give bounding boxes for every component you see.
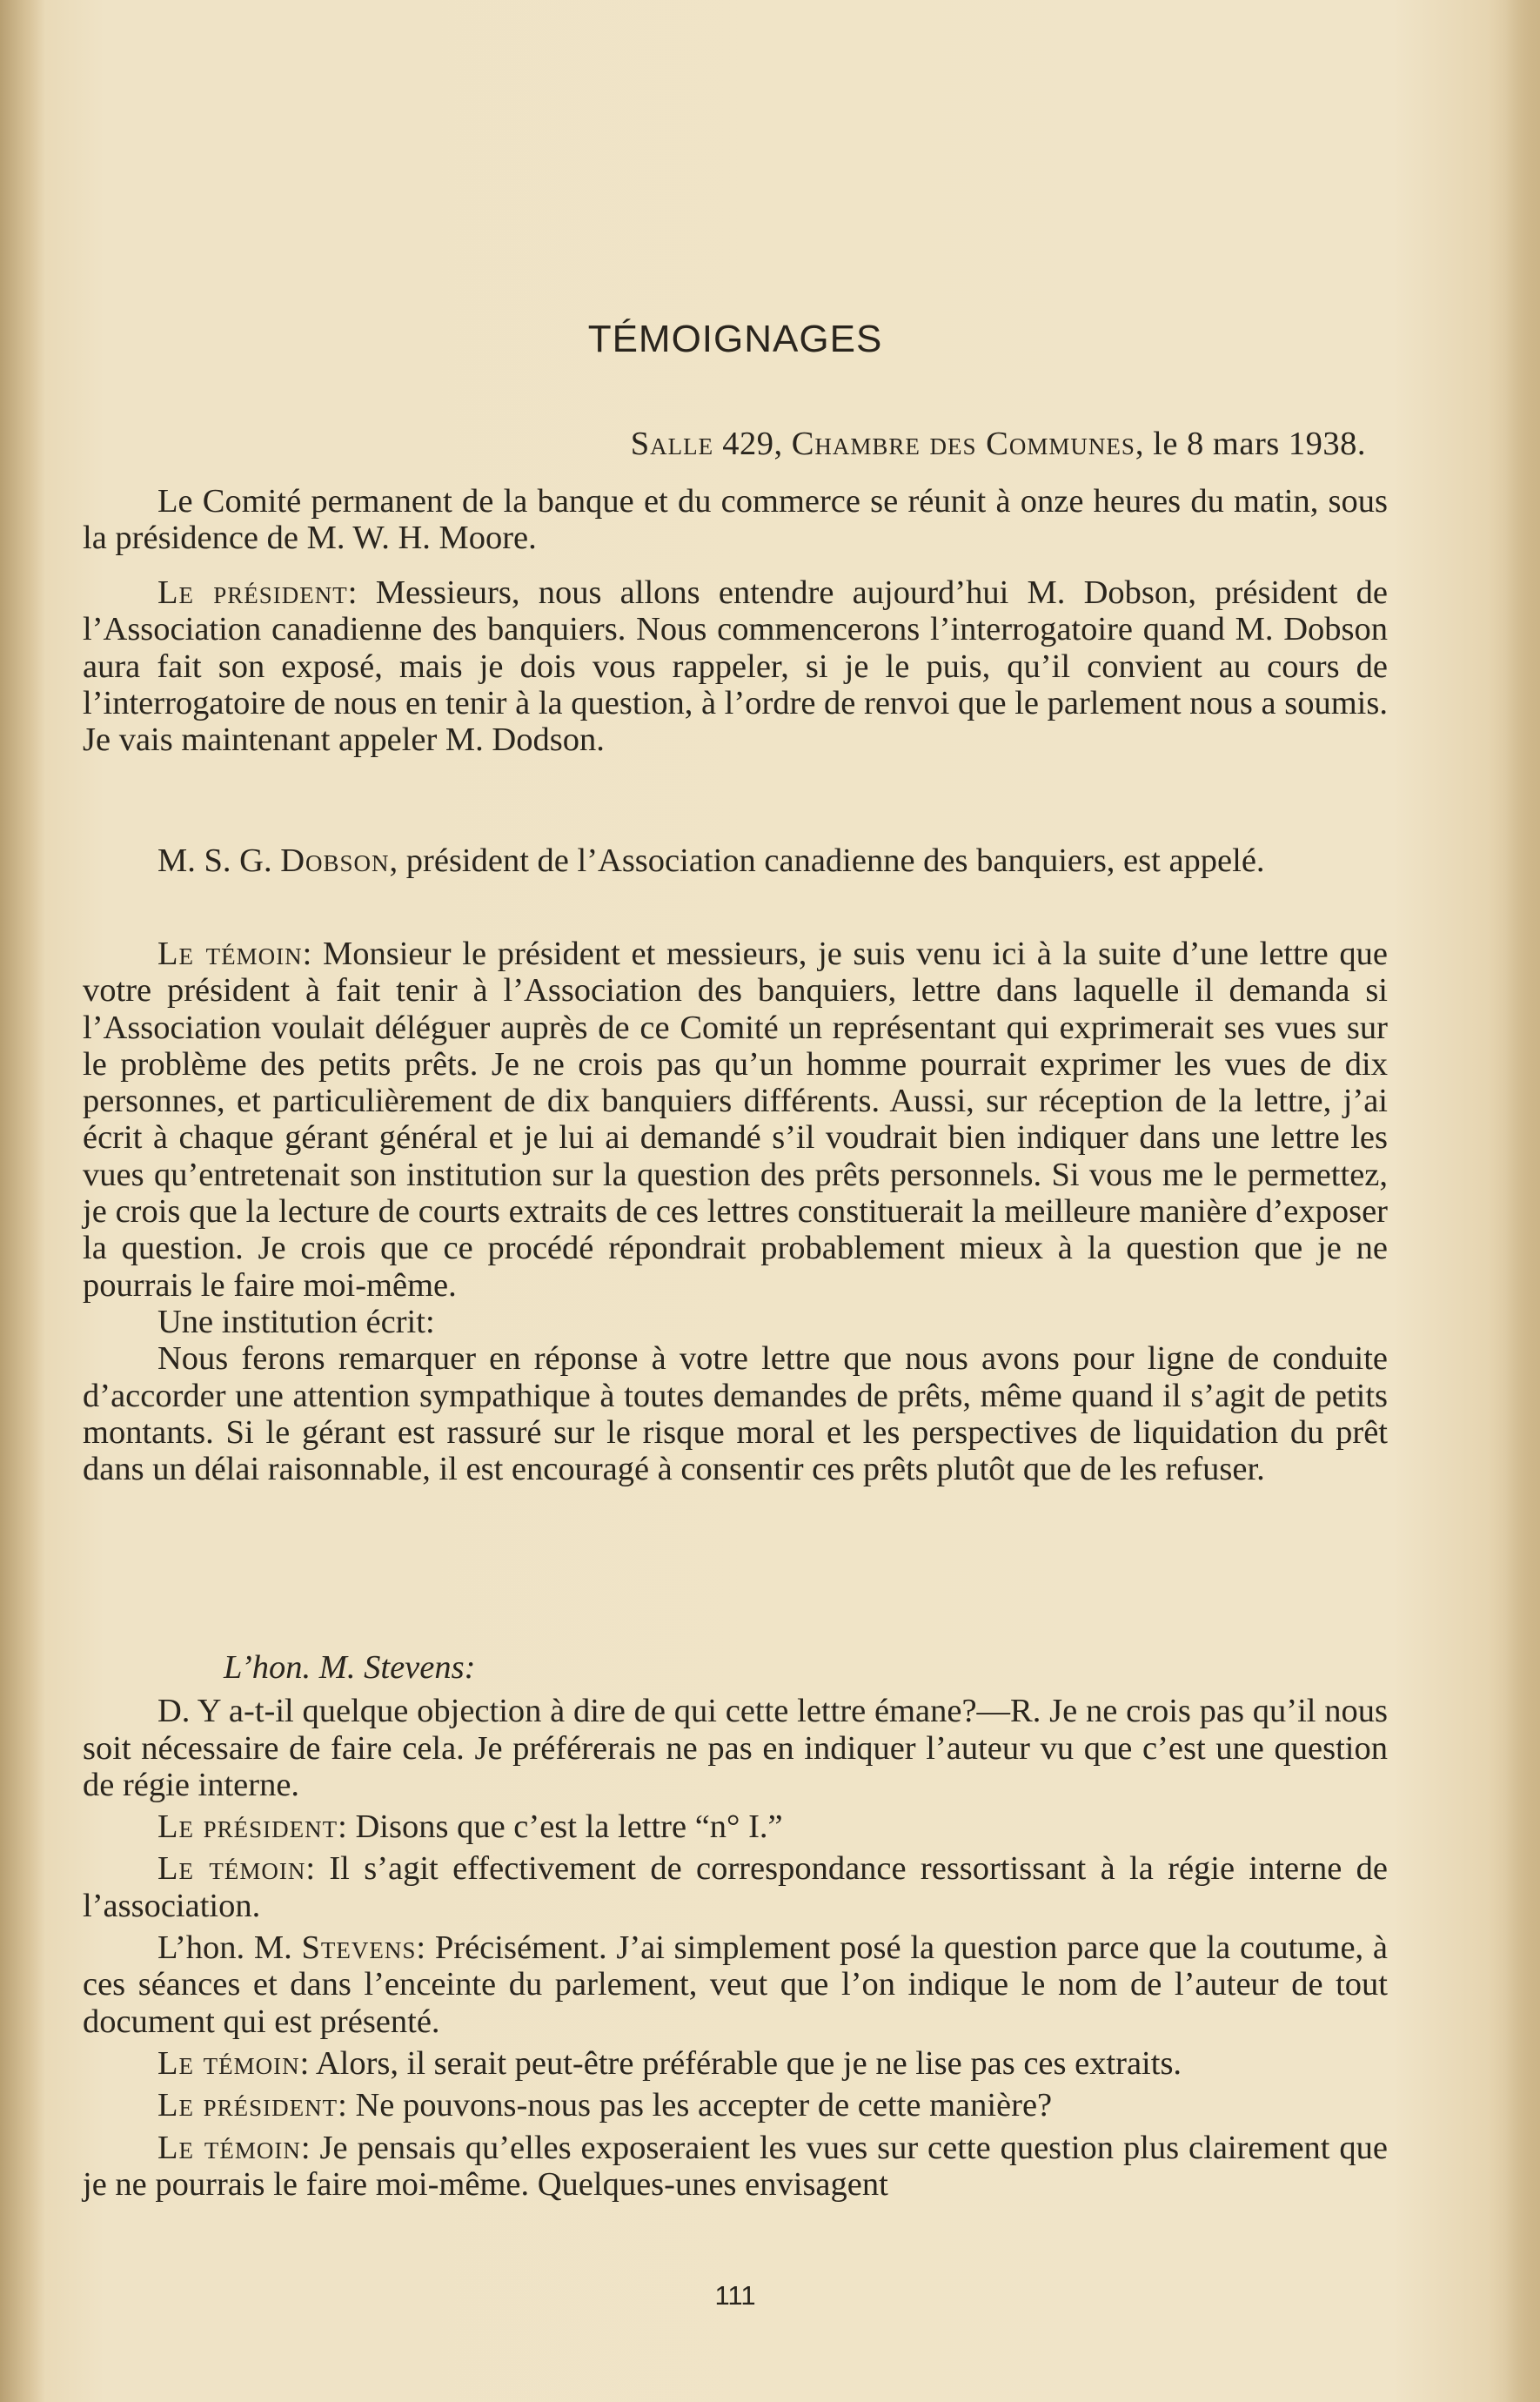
paragraph-text: : Monsieur le président et messieurs, je suis venu ici à la suite d’une lettre que votre président à fait tenir à l’Association des banquiers, lettre dans laquelle il demanda si l’Association voulait déléguer auprès de ce Comité un représentant qui exprimerait ses vues sur le problème des petits prêts. Je ne crois pas qu’un homme pourrait exprimer les vues de dix personnes, et particulièrement de dix banquiers différents. Aussi, sur réception de la lettre, j’ai écrit à chaque gérant général et je lui ai demandé s’il voudrait bien indiquer dans une lettre les vues qu’entretenait son institution sur la question des prêts personnels. Si vous me le permettez, je crois que la lecture de courts extraits de ces lettres constituerait la meilleure manière d’exposer la question. Je crois que ce procédé répondrait probablement mieux à la question que je ne pourrais le faire moi-même.: [83, 936, 1388, 1304]
speaker-label: Dobson: [280, 842, 390, 879]
dateline: [631, 425, 1366, 463]
speaker-label: Le témoin: [157, 2044, 300, 2082]
dateline-room: 429,: [713, 426, 792, 462]
page-number: 111: [714, 2280, 756, 2311]
paragraph-text: : Disons que c’est la lettre “n° I.”: [338, 1808, 783, 1846]
paragraph-text: L’hon. M.: [157, 1929, 302, 1967]
paragraph-quoted-letter: Nous ferons remarquer en réponse à votre lettre que nous avons pour ligne de conduite d’accorder une attention sympathique à toutes demandes de prêts, même quand il s’agit de petits montants. Si le gérant est rassuré sur le risque moral et les perspectives de liquidation du prêt dans un délai raisonnable, il est encouragé à consentir ces prêts plutôt que de les refuser.: [83, 1340, 1388, 1488]
paragraph-text: : Messieurs, nous allons entendre aujourd’hui M. Dobson, président de l’Association canadienne des banquiers. Nous commencerons l’interrogatoire quand M. Dobson aura fait son exposé, mais je dois vous rappeler, si je le puis, qu’il convient au cours de l’interrogatoire de nous en tenir à la question, à l’ordre de renvoi que le parlement nous a soumis. Je vais maintenant appeler M. Dodson.: [83, 574, 1388, 759]
questioner-heading: L’hon. M. Stevens:: [224, 1649, 476, 1686]
questioning-section: [83, 1649, 1388, 2203]
dateline-chamber: Chambre des Communes: [791, 426, 1135, 462]
speaker-label: Le président: [157, 1808, 338, 1846]
dateline-date: , le 8 mars 1938.: [1135, 426, 1366, 462]
paragraph-text: , président de l’Association canadienne des banquiers, est appelé.: [389, 842, 1265, 879]
paragraph-president-intro: [83, 574, 1388, 758]
speaker-label: Le président: [157, 2087, 338, 2124]
paragraph-text: : Je pensais qu’elles exposeraient les vues sur cette question plus clairement que je ne pourrais le faire moi-même. Quelques-unes envisagent: [83, 2129, 1388, 2203]
paragraph-text: M. S. G.: [157, 842, 281, 879]
speaker-label: Le témoin: [157, 936, 303, 972]
dateline-place: Salle: [630, 426, 714, 462]
speaker-label: Stevens: [301, 1929, 417, 1967]
paragraph-text: : Il s’agit effectivement de correspondance ressortissant à la régie interne de l’association.: [83, 1850, 1388, 1924]
speaker-label: Le témoin: [157, 1850, 306, 1888]
paragraph-text: D. Y a-t-il quelque objection à dire de qui cette lettre émane?—R. Je ne crois pas qu’il nous soit nécessaire de faire cela. Je préférerais ne pas en indiquer l’auteur vu que c’est une question de régie interne.: [83, 1693, 1388, 1803]
paragraph-text: Une institution écrit:: [157, 1303, 435, 1340]
page-edge-shadow: [1505, 0, 1540, 2402]
page-title: TÉMOIGNAGES: [587, 318, 883, 360]
paragraph-witness-statement: [83, 936, 1388, 1487]
paragraph-text: : Ne pouvons-nous pas les accepter de cette manière?: [338, 2087, 1053, 2124]
paragraph-text: Le Comité permanent de la banque et du commerce se réunit à onze heures du matin, sous la présidence de M. W. H. Moore.: [83, 483, 1388, 557]
speaker-label: Le témoin: [157, 2129, 301, 2166]
paragraph-witness-called: [83, 842, 1388, 879]
speaker-label: Le président: [157, 574, 348, 611]
paragraph-opening: [83, 483, 1388, 557]
paragraph-text: : Alors, il serait peut-être préférable que je ne lise pas ces extraits.: [299, 2044, 1182, 2082]
paragraph-text: : Précisément. J’ai simplement posé la question parce que la coutume, à ces séances et dans l’enceinte du parlement, veut que l’on indique le nom de l’auteur de tout document qui est présenté.: [83, 1929, 1388, 2040]
